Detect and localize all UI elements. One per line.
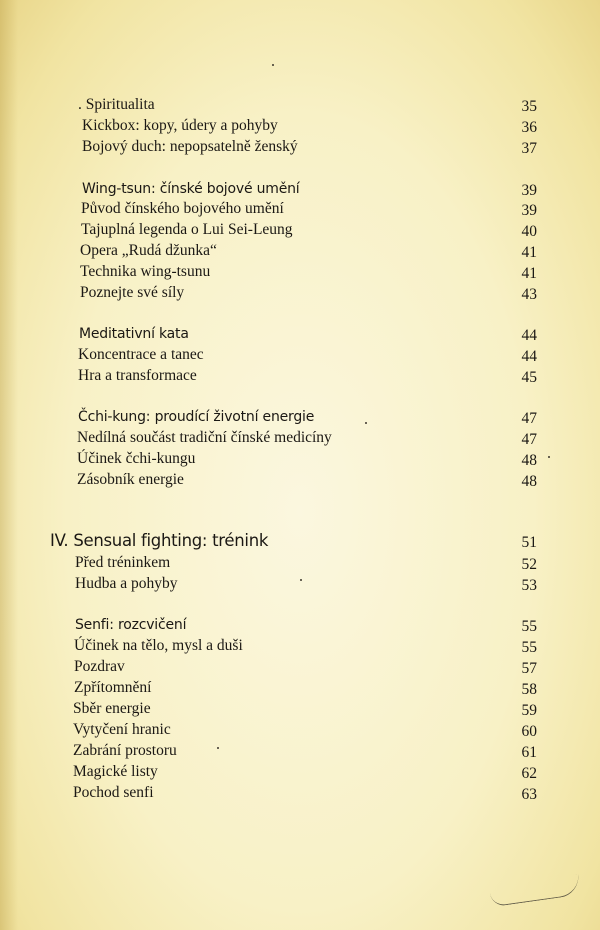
toc-entry: [0, 365, 600, 387]
toc-entry-title: Účinek čchi-kungu: [77, 450, 196, 467]
toc-entry: [0, 427, 600, 449]
toc-entry-title: Vytyčení hranic: [73, 721, 171, 738]
toc-entry: [0, 136, 600, 158]
toc-entry-page: 48: [521, 473, 537, 490]
toc-entry-page: 63: [521, 786, 537, 803]
paper-curl-mark: [489, 874, 581, 907]
toc-entry: [0, 635, 600, 657]
toc-entry-title: Čchi-kung: proudící životní energie: [78, 409, 315, 425]
toc-entry-page: 43: [521, 286, 537, 303]
toc-entry: [0, 719, 600, 741]
toc-entry-page: 37: [521, 140, 537, 157]
toc-entry: [0, 240, 600, 262]
toc-entry-title: Meditativní kata: [79, 326, 189, 342]
toc-entry: [0, 448, 600, 470]
toc-entry-page: 59: [521, 702, 537, 719]
toc-entry: [0, 656, 600, 678]
toc-entry-page: 61: [521, 744, 537, 761]
toc-entry-title: Sběr energie: [73, 700, 151, 717]
toc-entry-page: 57: [521, 660, 537, 677]
toc-chapter-heading: [0, 178, 600, 200]
toc-entry-title: Zásobník energie: [77, 471, 184, 488]
toc-entry-title: Zpřítomnění: [74, 679, 152, 696]
toc-entry: [0, 261, 600, 283]
toc-entry-title: Bojový duch: nepopsatelně ženský: [82, 138, 298, 155]
paper-speck: [365, 422, 367, 424]
toc-entry-page: 58: [521, 681, 537, 698]
toc-chapter-heading: [0, 406, 600, 428]
toc-entry: [0, 698, 600, 720]
toc-entry: [0, 198, 600, 220]
toc-entry-title: Magické listy: [73, 763, 158, 780]
toc-entry-page: 35: [521, 98, 537, 115]
toc-entry-title: Tajuplná legenda o Lui Sei-Leung: [81, 221, 293, 238]
toc-entry-title: Účinek na tělo, mysl a duši: [74, 637, 243, 654]
toc-entry: [0, 761, 600, 783]
toc-entry: [0, 282, 600, 304]
toc-entry-page: 53: [521, 577, 537, 594]
toc-entry-page: 47: [521, 410, 537, 427]
toc-entry-title: IV. Sensual fighting: trénink: [50, 531, 269, 550]
toc-entry-title: . Spiritualita: [78, 96, 155, 113]
paper-speck: [272, 64, 274, 66]
toc-entry-title: Poznejte své síly: [80, 284, 185, 301]
toc-entry: [0, 94, 600, 116]
toc-entry: [0, 115, 600, 137]
toc-entry-title: Hra a transformace: [78, 367, 197, 384]
toc-entry-page: 41: [521, 244, 537, 261]
toc-entry-page: 51: [521, 534, 537, 551]
toc-entry: [0, 552, 600, 574]
paper-speck: [548, 456, 550, 458]
toc-entry-page: 47: [521, 431, 537, 448]
toc-entry: [0, 782, 600, 804]
paper-speck: [300, 579, 302, 581]
toc-entry-page: 48: [521, 452, 537, 469]
toc-entry-page: 41: [521, 265, 537, 282]
toc-entry-page: 36: [521, 119, 537, 136]
toc-entry-title: Wing-tsun: čínské bojové umění: [82, 181, 300, 197]
toc-entry: [0, 344, 600, 366]
toc-entry-page: 52: [521, 556, 537, 573]
toc-entry-page: 55: [521, 639, 537, 656]
toc-part-heading: [0, 530, 600, 552]
toc-entry-title: Původ čínského bojového umění: [81, 200, 284, 217]
toc-chapter-heading: [0, 323, 600, 345]
toc-entry-page: 60: [521, 723, 537, 740]
toc-entry-title: Hudba a pohyby: [75, 575, 178, 592]
toc-entry-page: 39: [521, 202, 537, 219]
toc-entry: [0, 219, 600, 241]
toc-chapter-heading: [0, 614, 600, 636]
toc-entry-page: 44: [521, 348, 537, 365]
toc-entry-page: 62: [521, 765, 537, 782]
toc-entry-title: Pozdrav: [74, 658, 125, 675]
toc-entry-title: Zabrání prostoru: [73, 742, 177, 759]
toc-entry-page: 39: [521, 182, 537, 199]
toc-entry-title: Před tréninkem: [75, 554, 171, 571]
toc-entry: [0, 677, 600, 699]
toc-entry-title: Opera „Rudá džunka“: [80, 242, 217, 259]
toc-entry-title: Technika wing-tsunu: [80, 263, 211, 280]
toc-entry: [0, 740, 600, 762]
toc-entry: [0, 469, 600, 491]
paper-speck: [217, 747, 219, 749]
toc-entry: [0, 573, 600, 595]
toc-entry-title: Kickbox: kopy, údery a pohyby: [82, 117, 278, 134]
toc-entry-page: 44: [521, 327, 537, 344]
toc-entry-title: Pochod senfi: [73, 784, 154, 801]
toc-entry-title: Nedílná součást tradiční čínské medicíny: [77, 429, 332, 446]
toc-entry-title: Koncentrace a tanec: [78, 346, 204, 363]
toc-entry-page: 40: [521, 223, 537, 240]
toc-entry-page: 45: [521, 369, 537, 386]
toc-entry-page: 55: [521, 618, 537, 635]
toc-entry-title: Senfi: rozcvičení: [75, 617, 187, 633]
